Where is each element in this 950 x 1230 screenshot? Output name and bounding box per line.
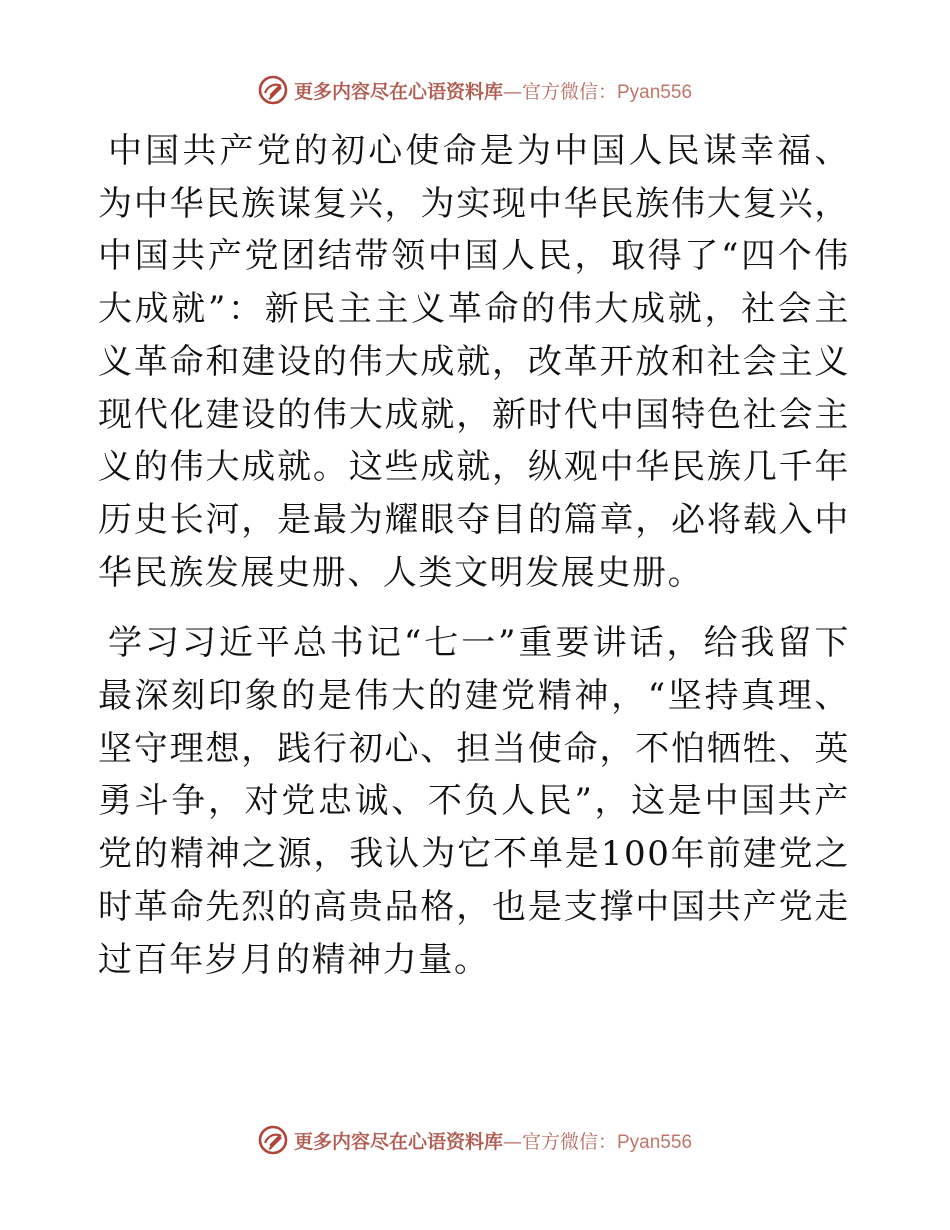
footer-separator: — [502,1130,522,1153]
paragraph-2: 学习习近平总书记“七一”重要讲话，给我留下最深刻印象的是伟大的建党精神，“坚持真理、坚守理想，践行初心、担当使命，不怕牺牲、英勇斗争，对党忠诚、不负人民”，这是中国共产党的精神之源，我认为它不单是100年前建党之时革命先烈的高贵品格，也是支撑中国共产党走过百年岁月的精神力量。 [98,623,850,980]
header-separator: — [502,80,522,103]
footer-wechat-label: 官方微信： [521,1130,617,1153]
header-watermark [0,72,950,108]
header-watermark-text [294,77,692,104]
header-wechat-id: Pyan556 [617,81,693,103]
brand-logo-icon [258,75,288,105]
header-site-name: 更多内容尽在心语资料库 [293,80,503,103]
header-wechat-label: 官方微信： [521,80,617,103]
paragraph-1: 中国共产党的初心使命是为中国人民谋幸福、为中华民族谋复兴，为实现中华民族伟大复兴，中国共产党团结带领中国人民，取得了“四个伟大成就”：新民主主义革命的伟大成就，社会主义革命和建设的伟大成就，改革开放和社会主义现代化建设的伟大成就，新时代中国特色社会主义的伟大成就。这些成就，纵观中华民族几千年历史长河，是最为耀眼夺目的篇章，必将载入中华民族发展史册、人类文明发展史册。 [98,131,850,593]
footer-wechat-id: Pyan556 [617,1131,693,1153]
brand-logo-icon [258,1125,288,1155]
document-body [98,125,850,986]
footer-watermark [0,1122,950,1158]
footer-site-name: 更多内容尽在心语资料库 [293,1130,503,1153]
footer-watermark-text [294,1127,692,1154]
